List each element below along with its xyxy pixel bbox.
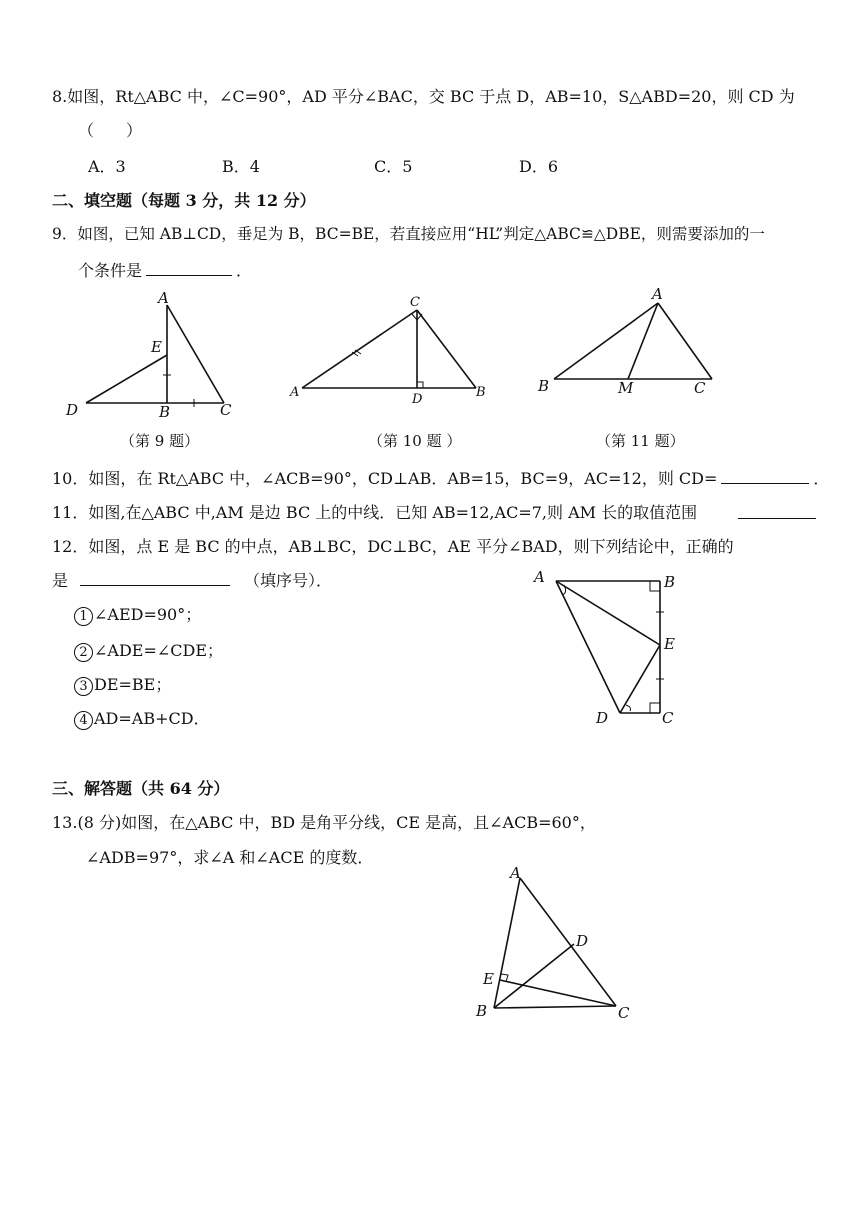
q8-option-d: D．6 [519,157,559,176]
fig13-segment-bc [494,1006,616,1008]
q12-item-2 [74,638,223,662]
figure-q10 [288,290,498,410]
q11-answer-blank[interactable] [738,517,816,519]
q10-end: ． [813,469,830,488]
q10-text: 10．如图，在 Rt△ABC 中，∠ACB=90°，CD⊥AB．AB=15，BC=9，AC=12，则 CD= [52,469,718,488]
fig10-label-c: C [410,295,420,310]
caption-q10: （第 10 题 ） [368,432,462,450]
fig9-label-b: B [159,403,171,420]
fig11-label-m: M [618,379,634,397]
fig13-segment-ab [494,878,520,1008]
q9-line2-text: 个条件是 [78,261,143,280]
fig9-label-a: A [158,289,169,307]
q12-item-2-num: 2 [74,643,93,662]
fig13-label-d: D [576,932,589,950]
q8-option-b: B．4 [222,157,260,176]
q12-line2-post: （填序号）． [244,571,333,590]
q12-line2-pre: 是 [52,571,69,590]
caption-q9: （第 9 题） [120,432,200,450]
caption-q11: （第 11 题） [596,432,685,450]
q12-item-3-text: DE=BE； [94,675,172,694]
q12-item-4 [74,706,210,730]
fig9-label-d: D [66,401,79,419]
fig12-right-angle-b [650,581,660,591]
fig12-label-e: E [664,635,675,653]
q12-item-4-text: AD=AB+CD． [94,709,210,728]
q10-answer-blank[interactable] [721,482,809,484]
fig11-label-a: A [652,285,663,303]
q9-line2 [78,258,252,281]
q12-item-2-text: ∠ADE=∠CDE； [94,641,224,660]
fig12-label-c: C [662,709,674,727]
fig9-label-e: E [151,338,162,356]
fig10-label-b: B [476,385,486,400]
figure-q12 [528,565,688,735]
fig12-label-d: D [596,709,609,727]
q12-item-1 [74,602,201,626]
fig10-right-angle-d [417,382,423,388]
q12-answer-blank[interactable] [80,584,230,586]
fig10-label-d: D [412,392,423,407]
fig9-segment-ac [167,305,224,403]
q8-stem: 8.如图，Rt△ABC 中，∠C=90°，AD 平分∠BAC，交 BC 于点 D，AB=10，S△ABD=20，则 CD 为 [52,87,795,106]
q10-line [52,466,829,489]
q13-line1: 13.(8 分)如图，在△ABC 中，BD 是角平分线，CE 是高，且∠ACB=60°， [52,813,596,832]
fig10-label-a: A [290,385,300,400]
fig12-label-b: B [664,573,676,591]
q12-item-3-num: 3 [74,677,93,696]
q12-line2 [52,568,332,591]
fig13-label-c: C [618,1004,630,1022]
q12-item-1-text: ∠AED=90°； [94,605,202,624]
fig13-segment-bd [494,944,574,1008]
q13-line2: ∠ADB=97°，求∠A 和∠ACE 的度数． [86,848,374,867]
fig11-label-c: C [694,379,706,397]
fig13-label-a: A [510,864,521,882]
q8-option-a: A．3 [88,157,126,176]
q9-line2-end: ． [236,261,253,280]
fig11-label-b: B [538,377,550,395]
q8-option-c: C．5 [374,157,413,176]
fig9-label-c: C [220,401,232,419]
section-2-title: 二、填空题（每题 3 分，共 12 分） [52,191,316,210]
q9-answer-blank[interactable] [146,274,232,276]
figure-q13 [470,862,640,1022]
q8-answer-paren: （ ） [78,121,143,140]
fig12-label-a: A [534,568,545,586]
q9-line1: 9．如图，已知 AB⊥CD，垂足为 B，BC=BE，若直接应用“HL”判定△ABC≌△DBE，则需要添加的一 [52,225,765,243]
fig9-segment-de [86,355,167,403]
q12-item-3 [74,672,171,696]
fig10-segment-ac [302,310,417,388]
figure-q9 [60,285,240,420]
q12-item-1-num: 1 [74,607,93,626]
q12-line1: 12．如图，点 E 是 BC 的中点，AB⊥BC，DC⊥BC，AE 平分∠BAD，则下列结论中，正确的 [52,537,734,556]
fig13-segment-ac [520,878,616,1006]
q12-item-4-num: 4 [74,711,93,730]
fig13-label-e: E [483,970,494,988]
fig11-segment-ac [658,303,712,379]
fig12-right-angle-c [650,703,660,713]
figure-q11 [532,285,722,400]
fig13-label-b: B [476,1002,488,1020]
fig10-segment-bc [417,310,476,388]
section-3-title: 三、解答题（共 64 分） [52,779,230,798]
q11-text: 11．如图,在△ABC 中,AM 是边 BC 上的中线．已知 AB=12,AC=7,则 AM 长的取值范围 [52,503,698,522]
fig12-angle-arc-d [626,705,631,711]
